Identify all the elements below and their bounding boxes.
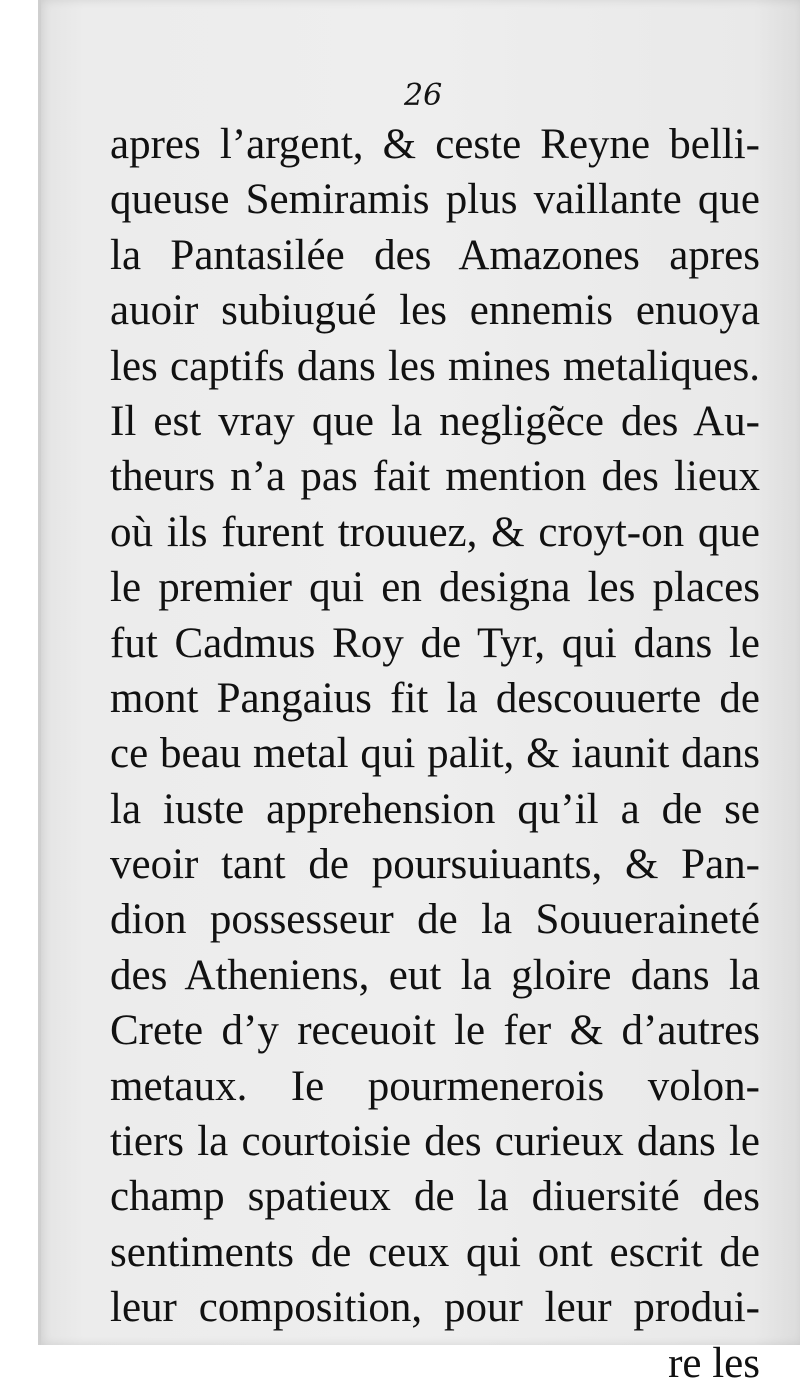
catchword-line: re les: [668, 1339, 760, 1387]
text-line: ce beau metal qui palit, & iaunit dans: [110, 730, 760, 778]
text-line: les captifs dans les mines metaliques.: [110, 342, 760, 390]
text-line: mont Pangaius fit la descouuerte de: [110, 674, 760, 722]
text-line: Crete d’y receuoit le fer & d’autres: [110, 1007, 760, 1055]
body-text: [110, 117, 760, 1391]
text-line: apres l’argent, & ceste Reyne belli-: [110, 121, 760, 168]
text-line: le premier qui en designa les places: [110, 564, 760, 612]
text-line: theurs n’a pas fait mention des lieux: [110, 453, 760, 501]
text-line: tiers la courtoisie des curieux dans le: [110, 1118, 760, 1166]
text-line: champ spatieux de la diuersité des: [110, 1173, 760, 1221]
text-line: dion possesseur de la Souueraineté: [110, 896, 760, 944]
text-line: queuse Semiramis plus vaillante que: [110, 176, 760, 224]
text-line: la iuste apprehension qu’il a de se: [110, 785, 760, 833]
text-line: veoir tant de poursuiuants, & Pan-: [110, 841, 760, 889]
text-line: la Pantasilée des Amazones apres: [110, 231, 760, 279]
text-line: leur composition, pour leur produi-: [110, 1284, 760, 1332]
text-line: des Atheniens, eut la gloire dans la: [110, 951, 760, 999]
page-gutter-edge: [38, 0, 41, 1345]
text-line: auoir subiugué les ennemis enuoya: [110, 287, 760, 335]
text-line: metaux. Ie pourmenerois volon-: [110, 1062, 760, 1110]
text-line: Il est vray que la negligẽce des Au-: [110, 397, 760, 445]
text-line: fut Cadmus Roy de Tyr, qui dans le: [110, 619, 760, 667]
text-line: où ils furent trouuez, & croyt-on que: [110, 508, 760, 556]
text-line: sentiments de ceux qui ont escrit de: [110, 1228, 760, 1276]
page-number: 26: [404, 78, 443, 113]
